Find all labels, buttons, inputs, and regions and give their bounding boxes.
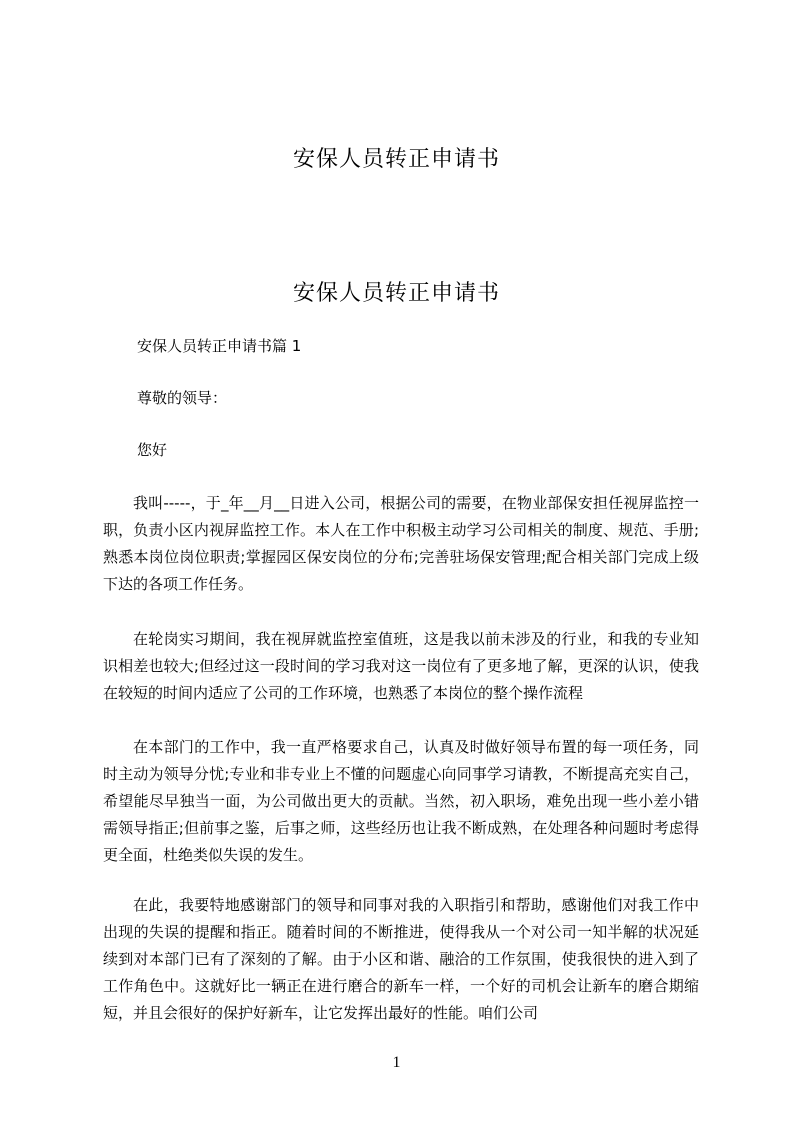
body-paragraph-1: 我叫-----，于_年__月__日进入公司，根据公司的需要，在物业部保安担任视屏监控一职，负责小区内视屏监控工作。本人在工作中积极主动学习公司相关的制度、规范、手册;熟悉本岗位岗位职责;掌握园区保安岗位的分布;完善驻场保安管理;配合相关部门完成上级下达的各项工作任务。 — [103, 494, 699, 593]
main-title: 安保人员转正申请书 — [292, 281, 500, 306]
greeting: 您好 — [137, 441, 168, 459]
body-paragraph-2: 在轮岗实习期间，我在视屏就监控室值班，这是我以前未涉及的行业，和我的专业知识相差也较大;但经过这一段时间的学习我对这一岗位有了更多地了解，更深的认识，使我在较短的时间内适应了公司的工作环境，也熟悉了本岗位的整个操作流程 — [103, 630, 699, 702]
body-paragraph-3: 在本部门的工作中，我一直严格要求自己，认真及时做好领导布置的每一项任务，同时主动为领导分忧;专业和非专业上不懂的问题虚心向同事学习请教，不断提高充实自己，希望能尽早独当一面，为公司做出更大的贡献。当然，初入职场，难免出现一些小差小错需领导指正;但前事之鉴，后事之师，这些经历也让我不断成熟，在处理各种问题时考虑得更全面，杜绝类似失误的发生。 — [103, 738, 699, 864]
header-title: 安保人员转正申请书 — [292, 147, 500, 172]
salutation: 尊敬的领导： — [137, 389, 228, 407]
section-heading: 安保人员转正申请书篇 1 — [137, 337, 302, 355]
page-number: 1 — [392, 1054, 401, 1071]
body-paragraph-4: 在此，我要特地感谢部门的领导和同事对我的入职指引和帮助，感谢他们对我工作中出现的失误的提醒和指正。随着时间的不断推进，使得我从一个对公司一知半解的状况延续到对本部门已有了深刻的了解。由于小区和谐、融洽的工作氛围，使我很快的进入到了工作角色中。这就好比一辆正在进行磨合的新车一样，一个好的司机会让新车的磨合期缩短，并且会很好的保护好新车，让它发挥出最好的性能。咱们公司 — [103, 896, 699, 1022]
